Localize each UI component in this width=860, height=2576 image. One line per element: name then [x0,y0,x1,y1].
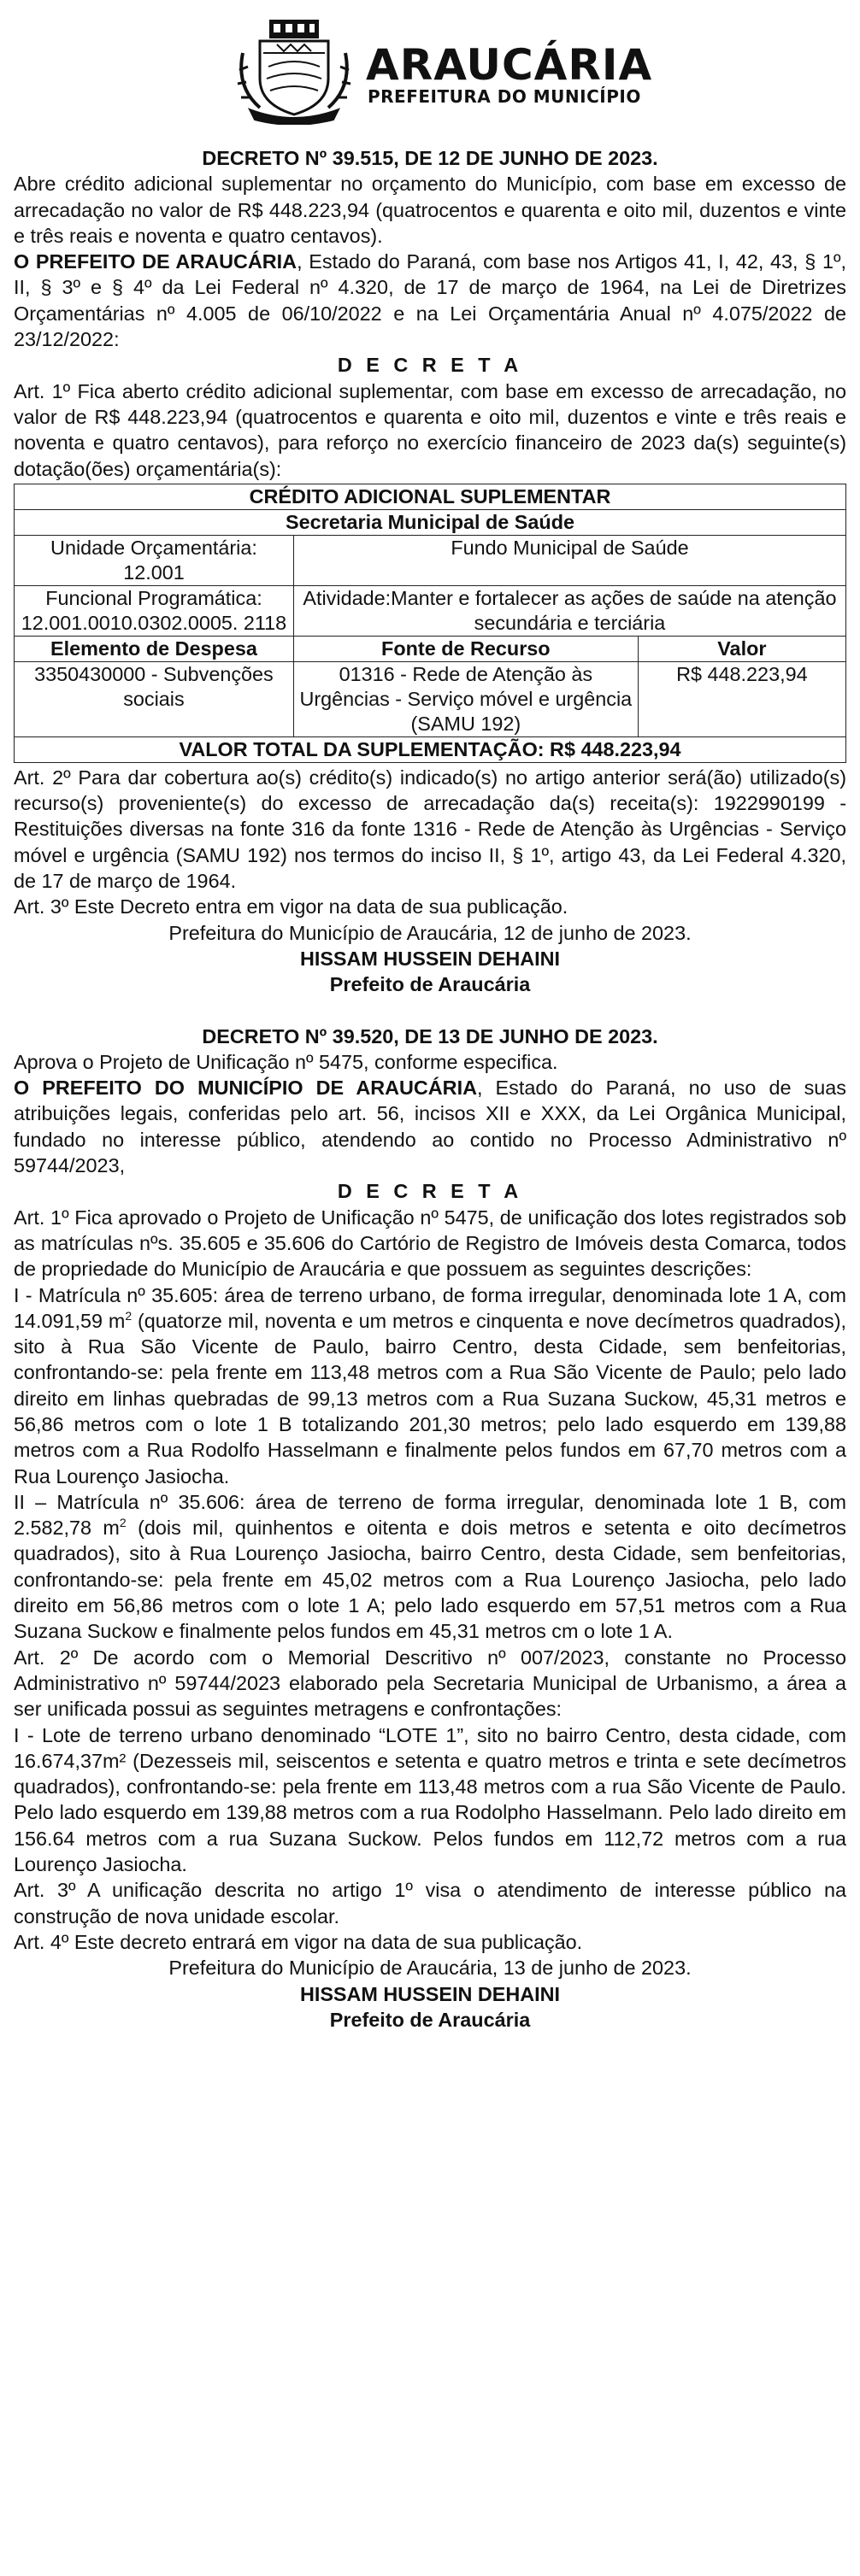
table-row [15,509,846,535]
table-cell-funcional-value: Atividade:Manter e fortalecer as ações de saúde na atenção secundária e terciária [293,585,845,636]
brand-block [366,40,653,107]
decree-39515 [14,145,846,998]
preamble-authority: O PREFEITO DO MUNICÍPIO DE ARAUCÁRIA [14,1077,477,1100]
table-heading: CRÉDITO ADICIONAL SUPLEMENTAR [15,484,846,509]
signer-name: HISSAM HUSSEIN DEHAINI [299,1982,561,2005]
table-row [15,484,846,509]
table-row [15,585,846,636]
item-text: (dois mil, quinhentos e oitenta e dois metros e setenta e oito decímetros quadrados), sito à Rua Lourenço Jasiocha, bairro Centro, desta Cidade, sem benfeitorias, confrontando-se: pela frente em 45,02 metros com a Rua Lourenço Jasiocha, pelo lado direito em 56,86 metros com o lote 1 A; pelo lado esquerdo em 57,51 metros com a Rua Suzana Suckow e finalmente pelos fundos em 45,31 metros cm o lote 1 A. [14,1517,846,1643]
table-row [15,736,846,762]
preamble-text: , Estado do Paraná, no uso de suas atribuições legais, conferidas pelo art. 56, incisos XII e XXX, da Lei Orgânica Municipal, fundado no interesse público, atendendo ao contido no Processo Administrativo nº 59744/2023, [14,1077,846,1177]
preamble-authority: O PREFEITO DE ARAUCÁRIA [14,250,297,273]
article-1: Art. 1º Fica aberto crédito adicional suplementar, com base em excesso de arrecadação, no valor de R$ 448.223,94 (quatrocentos e quarenta e oito mil, duzentos e vinte e três reais e noventa e quatro centavos), para reforço no exercício financeiro de 2023 da(s) seguinte(s) dotação(ões) orçamentária(s): [14,379,846,480]
article-2-item-1: I - Lote de terreno urbano denominado “LOTE 1”, sito no bairro Centro, desta cidade, com 16.674,37m² (Dezesseis mil, seiscentos e setenta e quatro metros e trinta e sete decímetros quadrados), confrontando-se: pela frente em 113,48 metros com a rua São Vicente de Paulo. Pelo lado esquerdo em 139,88 metros com a rua Rodolpho Hasselmann. Pelo lado direito em 156.64 metros com a rua Suzana Suckow. Pelos fundos em 112,72 metros com a rua Lourenço Jasiocha. [14,1723,846,1876]
item-text: I - Matrícula nº 35.605: área de terreno urbano, de forma irregular, denominada lote 1 A, com 14.091,59 m [14,1283,846,1332]
preamble-text: , Estado do Paraná, com base nos Artigos 41, I, 42, 43, § 1º, II, § 3º e § 4º da Lei Federal nº 4.320, de 17 de março de 1964, na Lei de Diretrizes Orçamentárias nº 4.005 de 06/10/2022 e na Lei Orçamentária Anual nº 4.075/2022 de 23/12/2022: [14,250,846,351]
decree-title: DECRETO Nº 39.520, DE 13 DE JUNHO DE 2023. [202,1024,658,1047]
coat-of-arms-logo [234,19,354,125]
table-cell-fonte: 01316 - Rede de Atenção às Urgências - Serviço móvel e urgência (SAMU 192) [293,661,638,736]
article-2: Art. 2º De acordo com o Memorial Descritivo nº 007/2023, constante no Processo Administrativo nº 59744/2023 elaborado pela Secretaria Municipal de Urbanismo, a área a ser unificada possui as seguintes metragens e confrontações: [14,1646,846,1721]
signer-role: Prefeito de Araucária [329,973,531,996]
decree-summary: Aprova o Projeto de Unificação nº 5475, conforme especifica. [14,1050,558,1073]
table-cell-funcional-label: Funcional Programática: 12.001.0010.0302.0005. 2118 [15,585,294,636]
item-text: II – Matrícula nº 35.606: área de terreno de forma irregular, denominada lote 1 B, com 2.582,78 m [14,1490,846,1540]
credit-table [14,484,846,763]
column-header-valor: Valor [638,636,845,661]
article-1-item-1 [14,1282,846,1489]
decree-summary: Abre crédito adicional suplementar no orçamento do Município, com base em excesso de arrecadação no valor de R$ 448.223,94 (quatrocentos e quarenta e oito mil, duzentos e vinte e três reais e noventa e quatro centavos). [14,173,846,247]
article-3: Art. 3º Este Decreto entra em vigor na data de sua publicação. [14,895,568,918]
superscript: 2 [119,1516,127,1530]
brand-subtitle: PREFEITURA DO MUNICÍPIO [368,86,641,107]
place-date: Prefeitura do Município de Araucária, 13 de junho de 2023. [168,1957,692,1980]
table-cell-unidade-value: Fundo Municipal de Saúde [293,535,845,585]
table-row [15,661,846,736]
article-4: Art. 4º Este decreto entrará em vigor na data de sua publicação. [14,1930,583,1953]
table-cell-unidade-label: Unidade Orçamentária: 12.001 [15,535,294,585]
article-1: Art. 1º Fica aprovado o Projeto de Unificação nº 5475, de unificação dos lotes registrados sob as matrículas nºs. 35.605 e 35.606 do Cartório de Registro de Imóveis desta Comarca, todos de propriedade do Município de Araucária e que possuem as seguintes descrições: [14,1206,846,1281]
table-cell-valor: R$ 448.223,94 [638,661,845,736]
signer-role: Prefeito de Araucária [329,2008,531,2031]
decreta-heading: D E C R E T A [337,354,523,377]
brand-name: ARAUCÁRIA [366,40,653,90]
decree-title: DECRETO Nº 39.515, DE 12 DE JUNHO DE 2023. [202,147,658,169]
decree-preamble [14,1075,846,1178]
table-secretaria: Secretaria Municipal de Saúde [15,509,846,535]
table-total: VALOR TOTAL DA SUPLEMENTAÇÃO: R$ 448.223,94 [15,736,846,762]
decree-39520 [14,1024,846,2033]
table-header-row [15,636,846,661]
article-1-item-2 [14,1489,846,1645]
column-header-elemento: Elemento de Despesa [15,636,294,661]
decreta-heading: D E C R E T A [337,1180,523,1203]
item-text: (quatorze mil, noventa e um metros e cinquenta e nove decímetros quadrados), sito à Rua São Vicente de Paulo, bairro Centro, desta Cidade, sem benfeitorias, confrontando-se: pela frente em 113,48 metros com a Rua São Vicente de Paulo; pelo lado direito em linhas quebradas de 99,13 metros com a Rua Suzana Suckow, 45,31 metros e 56,86 metros com o lote 1 B totalizando 201,30 metros; pelo lado esquerdo em 139,88 metros com a Rua Rodolfo Hasselmann e finalmente pelos fundos em 67,70 metros com a Rua Lourenço Jasiocha. [14,1309,846,1488]
place-date: Prefeitura do Município de Araucária, 12 de junho de 2023. [168,921,692,944]
article-3: Art. 3º A unificação descrita no artigo 1º visa o atendimento de interesse público na construção de nova unidade escolar. [14,1879,846,1928]
superscript: 2 [125,1309,133,1323]
table-cell-elemento: 3350430000 - Subvenções sociais [15,661,294,736]
signer-name: HISSAM HUSSEIN DEHAINI [299,947,561,970]
decree-preamble [14,249,846,352]
header [14,0,846,145]
column-header-fonte: Fonte de Recurso [293,636,638,661]
gazette-page [9,0,851,2576]
table-row [15,535,846,585]
article-2: Art. 2º Para dar cobertura ao(s) crédito(s) indicado(s) no artigo anterior será(ão) utilizado(s) recurso(s) proveniente(s) do excesso de arrecadação da(s) receita(s): 1922990199 - Restituições diversas na fonte 316 da fonte 1316 - Rede de Atenção às Urgências - Serviço móvel e urgência (SAMU 192) nos termos do inciso II, § 1º, artigo 43, da Lei Federal 4.320, de 17 de março de 1964. [14,766,846,893]
